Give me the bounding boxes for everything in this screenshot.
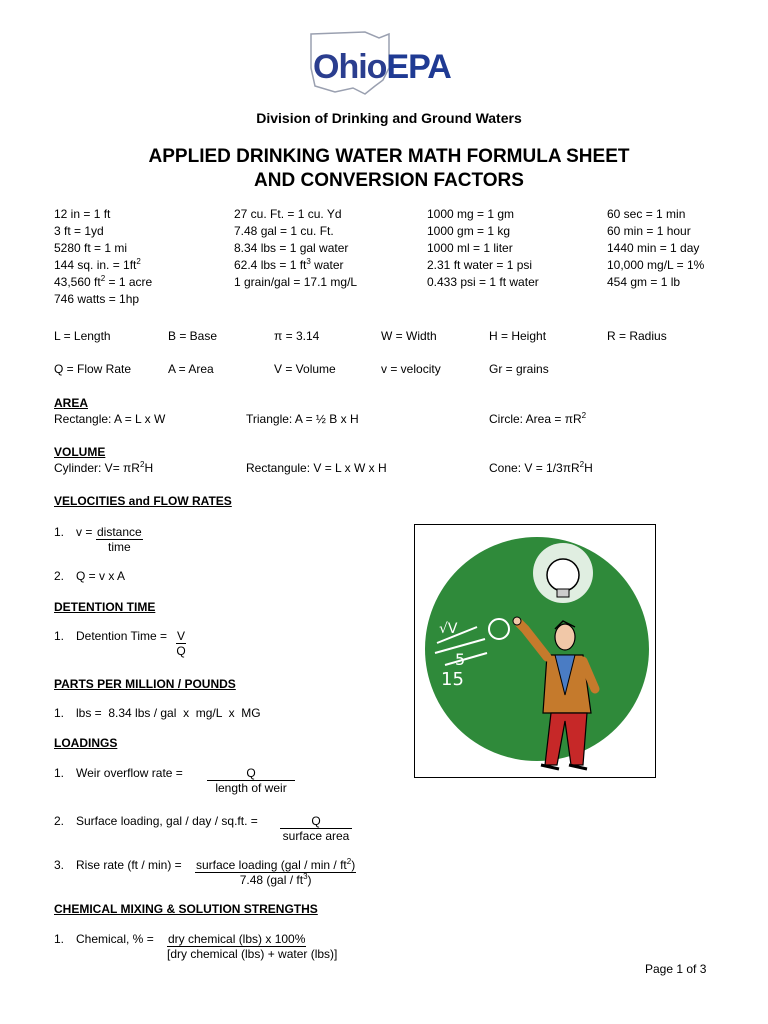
conv-c3-1: 1000 mg = 1 gm <box>427 207 515 221</box>
chemical-denominator: [dry chemical (lbs) + water (lbs)] <box>167 947 338 961</box>
loading-number-2: 2. <box>54 814 65 828</box>
conv-c1-3: 5280 ft = 1 mi <box>54 241 128 255</box>
chemical-numerator: dry chemical (lbs) x 100% <box>168 932 306 946</box>
symbol-radius: R = Radius <box>607 329 667 343</box>
loading-number-3: 3. <box>54 858 65 872</box>
conv-c4-5: 454 gm = 1 lb <box>607 275 681 289</box>
area-circle: Circle: Area = $\pi R^2$ <box>489 411 587 426</box>
rise-rate-lhs: Rise rate (ft / min) = <box>76 858 182 872</box>
velocity-fraction <box>96 525 143 554</box>
detention-denominator: Q <box>176 644 186 658</box>
conv-c2-4: 62.4 lbs = 1 $ft^3$ water <box>234 257 344 272</box>
velocity-number-1: 1. <box>54 525 65 539</box>
conv-c1-2: 3 ft = 1yd <box>54 224 104 238</box>
ppm-formula: lbs = 8.34 lbs / gal x mg/L x MG <box>76 706 261 720</box>
velocity-lhs: v = <box>76 525 93 539</box>
detention-number-1: 1. <box>54 629 65 643</box>
loadings-heading: LOADINGS <box>54 736 118 750</box>
chemical-lhs: Chemical, % = <box>76 932 154 946</box>
cartoon-illustration <box>414 524 656 778</box>
area-rectangle: Rectangle: A = L x W <box>54 412 166 426</box>
chemical-number-1: 1. <box>54 932 65 946</box>
surface-loading-denominator: surface area <box>282 829 350 843</box>
area-heading: AREA <box>54 396 89 410</box>
conv-c2-5: 1 grain/gal = 17.1 mg/L <box>234 275 358 289</box>
conv-c2-2: 7.48 gal = 1 cu. Ft. <box>234 224 334 238</box>
detention-numerator: V <box>177 629 186 643</box>
area-triangle: Triangle: A = ½ B x H <box>246 412 359 426</box>
conv-c1-4: 144 sq. in. = $1ft^2$ <box>54 257 141 272</box>
chalk-text-1: √V <box>439 621 458 637</box>
symbol-pi: π = 3.14 <box>274 329 320 343</box>
conv-c1-1: 12 in = 1 ft <box>54 207 111 221</box>
loading-number-1: 1. <box>54 766 65 780</box>
surface-loading-numerator: Q <box>280 814 352 829</box>
conv-c4-4: 10,000 mg/L = 1% <box>607 258 705 272</box>
velocities-heading: VELOCITIES and FLOW RATES <box>54 494 232 508</box>
symbol-length: L = Length <box>54 329 111 343</box>
weir-overflow-numerator: Q <box>207 766 295 781</box>
symbol-volume: V = Volume <box>274 362 336 376</box>
symbol-area: A = Area <box>168 362 214 376</box>
conv-c4-2: 60 min = 1 hour <box>607 224 691 238</box>
conv-c3-3: 1000 ml = 1 liter <box>427 241 513 255</box>
professor-chalkboard-illustration <box>415 525 655 777</box>
rise-rate-denominator: 7.48 $(gal / ft^3)$ <box>239 872 312 887</box>
velocity-numerator: distance <box>97 525 142 539</box>
surface-loading-fraction <box>280 814 352 843</box>
logo-epa-text: EPA <box>386 48 451 86</box>
volume-rectangle: Rectangule: V = L x W x H <box>246 461 387 475</box>
page-subtitle: AND CONVERSION FACTORS <box>254 170 524 191</box>
chalk-text-2: 15 <box>441 669 464 690</box>
symbol-height: H = Height <box>489 329 547 343</box>
conv-c3-5: 0.433 psi = 1 ft water <box>427 275 539 289</box>
page-title: APPLIED DRINKING WATER MATH FORMULA SHEET <box>148 146 630 167</box>
chalk-text-3: 5 <box>455 650 466 669</box>
conv-c2-3: 8.34 lbs = 1 gal water <box>234 241 349 255</box>
volume-heading: VOLUME <box>54 445 106 459</box>
conv-c1-6: 746 watts = 1hp <box>54 292 140 306</box>
logo-ohio-text: Ohio <box>313 48 387 86</box>
chemical-heading: CHEMICAL MIXING & SOLUTION STRENGTHS <box>54 902 318 916</box>
page-number: Page 1 of 3 <box>645 962 707 976</box>
logo-wordmark <box>313 48 451 87</box>
chemical-fraction <box>167 932 337 961</box>
velocity-denominator: time <box>108 540 131 554</box>
detention-fraction <box>176 629 186 658</box>
conv-c2-1: 27 cu. Ft. = 1 cu. Yd <box>234 207 342 221</box>
volume-cone: Cone: $V = 1/3\pi R^2H$ <box>489 460 593 475</box>
ohio-epa-logo <box>305 28 490 100</box>
ppm-heading: PARTS PER MILLION / POUNDS <box>54 677 236 691</box>
flow-number-2: 2. <box>54 569 65 583</box>
symbol-velocity: v = velocity <box>381 362 441 376</box>
conv-c3-4: 2.31 ft water = 1 psi <box>427 258 533 272</box>
symbol-base: B = Base <box>168 329 218 343</box>
volume-cylinder: Cylinder: $V= \pi R^2H$ <box>54 460 154 475</box>
rise-rate-fraction <box>195 858 356 887</box>
detention-heading: DETENTION TIME <box>54 600 156 614</box>
conv-c1-5: 43,560 $ft^2 = 1$ acre <box>54 274 153 289</box>
weir-overflow-denominator: length of weir <box>215 781 287 795</box>
division-name: Division of Drinking and Ground Waters <box>256 110 522 126</box>
surface-loading-lhs: Surface loading, gal / day / sq.ft. = <box>76 814 258 828</box>
conv-c4-3: 1440 min = 1 day <box>607 241 700 255</box>
weir-overflow-fraction <box>207 766 295 795</box>
conv-c3-2: 1000 gm = 1 kg <box>427 224 511 238</box>
flow-rate-formula: Q = v x A <box>76 569 126 583</box>
rise-rate-numerator: surface loading (gal / min / $ft^2$) <box>196 857 356 872</box>
ppm-number-1: 1. <box>54 706 65 720</box>
symbol-width: W = Width <box>381 329 437 343</box>
detention-lhs: Detention Time = <box>76 629 168 643</box>
weir-overflow-lhs: Weir overflow rate = <box>76 766 183 780</box>
symbol-flow-rate: Q = Flow Rate <box>54 362 132 376</box>
symbol-grains: Gr = grains <box>489 362 549 376</box>
conv-c4-1: 60 sec = 1 min <box>607 207 686 221</box>
